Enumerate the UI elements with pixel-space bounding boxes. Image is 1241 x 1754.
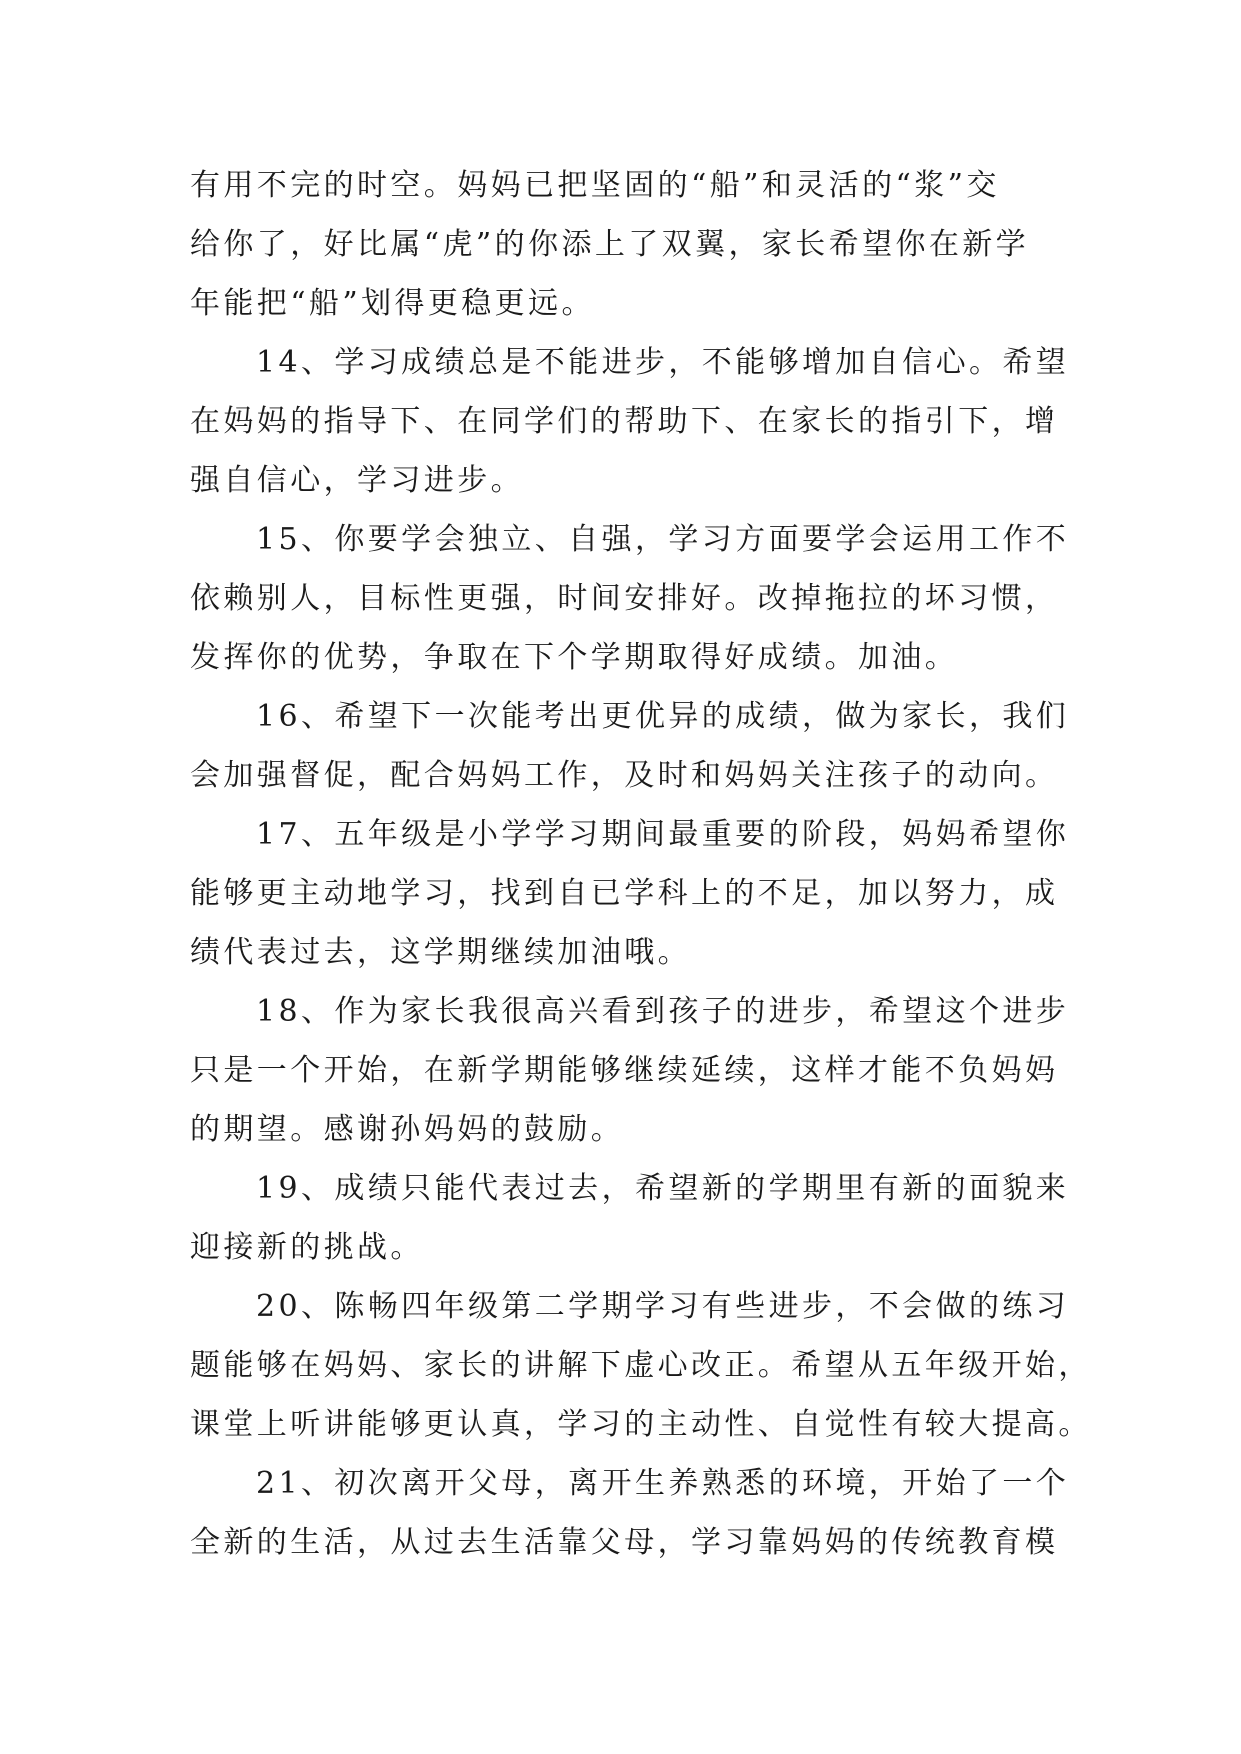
paragraph-21 [190, 1454, 1070, 1572]
text-line: 迎接新的挑战。 [190, 1230, 424, 1265]
paragraph-16 [190, 687, 1070, 805]
paragraph-18 [190, 982, 1070, 1159]
text-line: 强自信心，学习进步。 [190, 463, 524, 498]
text-line: 给你了，好比属“虎”的你添上了双翼，家长希望你在新学 [190, 227, 1030, 262]
text-line: 17、五年级是小学学习期间最重要的阶段，妈妈希望你 [256, 817, 1070, 852]
text-line: 18、作为家长我很高兴看到孩子的进步，希望这个进步 [256, 994, 1070, 1029]
text-line: 在妈妈的指导下、在同学们的帮助下、在家长的指引下，增 [190, 404, 1059, 439]
text-line: 能够更主动地学习，找到自已学科上的不足，加以努力，成 [190, 876, 1059, 911]
text-line: 依赖别人，目标性更强，时间安排好。改掉拖拉的坏习惯， [190, 581, 1059, 616]
text-line: 只是一个开始，在新学期能够继续延续，这样才能不负妈妈 [190, 1053, 1059, 1088]
document-body [190, 156, 1092, 1572]
text-line: 课堂上听讲能够更认真，学习的主动性、自觉性有较大提高。 [190, 1407, 1092, 1442]
text-line: 的期望。感谢孙妈妈的鼓励。 [190, 1112, 625, 1147]
text-line: 全新的生活，从过去生活靠父母，学习靠妈妈的传统教育模 [190, 1525, 1059, 1560]
text-line: 题能够在妈妈、家长的讲解下虚心改正。希望从五年级开始， [190, 1348, 1092, 1383]
text-line: 会加强督促，配合妈妈工作，及时和妈妈关注孩子的动向。 [190, 758, 1059, 793]
text-line: 有用不完的时空。妈妈已把坚固的“船”和灵活的“浆”交 [190, 168, 1000, 203]
text-line: 21、初次离开父母，离开生养熟悉的环境，开始了一个 [256, 1466, 1070, 1501]
text-line: 发挥你的优势，争取在下个学期取得好成绩。加油。 [190, 640, 959, 675]
paragraph-14 [190, 333, 1070, 510]
paragraph-17 [190, 805, 1070, 982]
text-line: 19、成绩只能代表过去，希望新的学期里有新的面貌来 [256, 1171, 1070, 1206]
text-line: 16、希望下一次能考出更优异的成绩，做为家长，我们 [256, 699, 1070, 734]
text-line: 绩代表过去，这学期继续加油哦。 [190, 935, 691, 970]
text-line: 14、学习成绩总是不能进步，不能够增加自信心。希望 [256, 345, 1070, 380]
text-line: 20、陈畅四年级第二学期学习有些进步，不会做的练习 [256, 1289, 1070, 1324]
text-line: 15、你要学会独立、自强，学习方面要学会运用工作不 [256, 522, 1070, 557]
paragraph-20 [190, 1277, 1092, 1454]
paragraph-15 [190, 510, 1070, 687]
text-line: 年能把“船”划得更稳更远。 [190, 286, 595, 321]
paragraph-continued [190, 156, 1070, 333]
paragraph-19 [190, 1159, 1070, 1277]
